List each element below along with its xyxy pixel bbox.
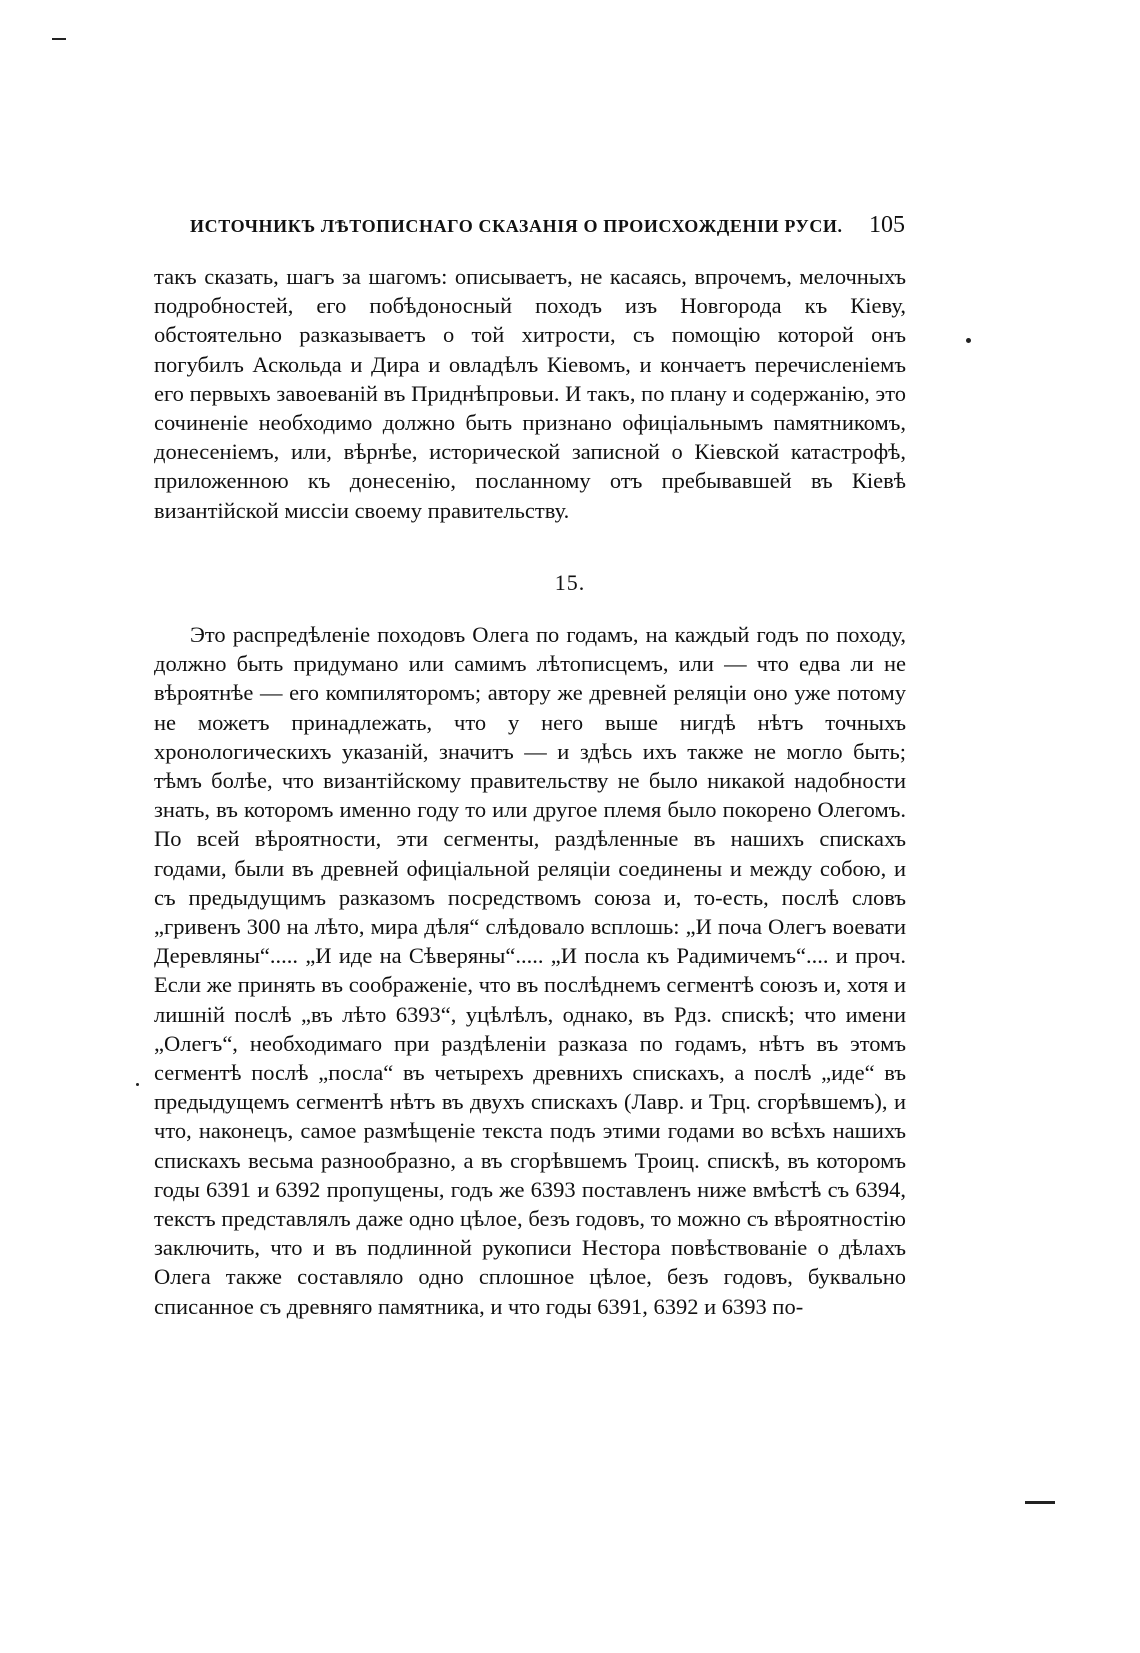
scan-dot-right [966, 338, 971, 343]
section-number: 15. [554, 570, 586, 595]
paragraph-1-text: такъ сказать, шагъ за шагомъ: описываетъ, не касаясь, впрочемъ, мелочныхъ подробностей, его побѣдоносный походъ изъ Новгорода къ Кіеву, обстоятельно разказываетъ о той хитрости, съ помощію которой онъ погубилъ Аскольда и Дира и овладѣлъ Кіевомъ, и кончаетъ перечисленіемъ его первыхъ завоеваній въ Приднѣпровьи. И такъ, по плану и содержанію, это сочиненіе необходимо должно быть признано офиціальнымъ памятникомъ, донесеніемъ, или, вѣрнѣе, исторической записной о Кіевской катастрофѣ, приложенною къ донесенію, посланному отъ пребывавшей въ Кіевѣ византійской миссіи своему правительству. [154, 264, 906, 523]
paragraph-2-text: Это распредѣленіе походовъ Олега по годамъ, на каждый годъ по походу, должно быть придумано или самимъ лѣтописцемъ, или — что едва ли не вѣроятнѣе — его компиляторомъ; автору же древней реляціи оно уже потому не можетъ принадлежать, что у него выше нигдѣ нѣтъ точныхъ хронологическихъ указаній, значитъ — и здѣсь ихъ также не могло быть; тѣмъ болѣе, что византійскому правительству не было никакой надобности знать, въ которомъ именно году то или другое племя было покорено Олегомъ. По всей вѣроятности, эти сегменты, раздѣленные въ нашихъ спискахъ годами, были въ древней офиціальной реляціи соединены и между собою, и съ предыдущимъ разказомъ посредствомъ союза и, то-есть, послѣ словъ „гривенъ 300 на лѣто, мира дѣля“ слѣдовало всплошь: „И поча Олегъ воевати Деревляны“..... „И иде на Сѣверяны“..... „И посла къ Радимичемъ“.... и проч. Если же принять въ соображеніе, что въ послѣднемъ сегментѣ союзъ и, хотя и лишній послѣ „въ лѣто 6393“, уцѣлѣлъ, однако, въ Рдз. спискѣ; что имени „Олегъ“, необходимаго при раздѣленіи разказа по годамъ, нѣтъ въ этомъ сегментѣ послѣ „посла“ въ четырехъ древнихъ спискахъ, а послѣ „иде“ въ предыдущемъ сегментѣ нѣтъ въ двухъ спискахъ (Лавр. и Трц. сгорѣвшемъ), и что, наконецъ, самое размѣщеніе текста подъ этими годами во всѣхъ нашихъ спискахъ весьма разнообразно, а въ сгорѣвшемъ Троиц. спискѣ, въ которомъ годы 6391 и 6392 пропущены, годъ же 6393 поставленъ ниже вмѣстѣ съ 6394, текстъ представлялъ даже одно цѣлое, безъ годовъ, то можно съ вѣроятностію заключить, что и въ подлинной рукописи Нестора повѣствованіе о дѣлахъ Олега также составляло одно сплошное цѣлое, безъ годовъ, буквально списанное съ древняго памятника, и что годы 6391, 6392 и 6393 по- [154, 622, 906, 1319]
scan-dot-left [136, 1083, 139, 1086]
scan-mark-bottom-right [1025, 1501, 1055, 1504]
running-head: ИСТОЧНИКЪ ЛѢТОПИСНАГО СКАЗАНІЯ О ПРОИСХОЖДЕНІИ РУСИ. [190, 216, 843, 236]
page-number: 105 [869, 212, 905, 238]
page-header [190, 212, 905, 242]
paragraph-section-15 [154, 620, 906, 1321]
paragraph-continuation [154, 262, 906, 525]
scan-mark-top-left [52, 38, 66, 40]
